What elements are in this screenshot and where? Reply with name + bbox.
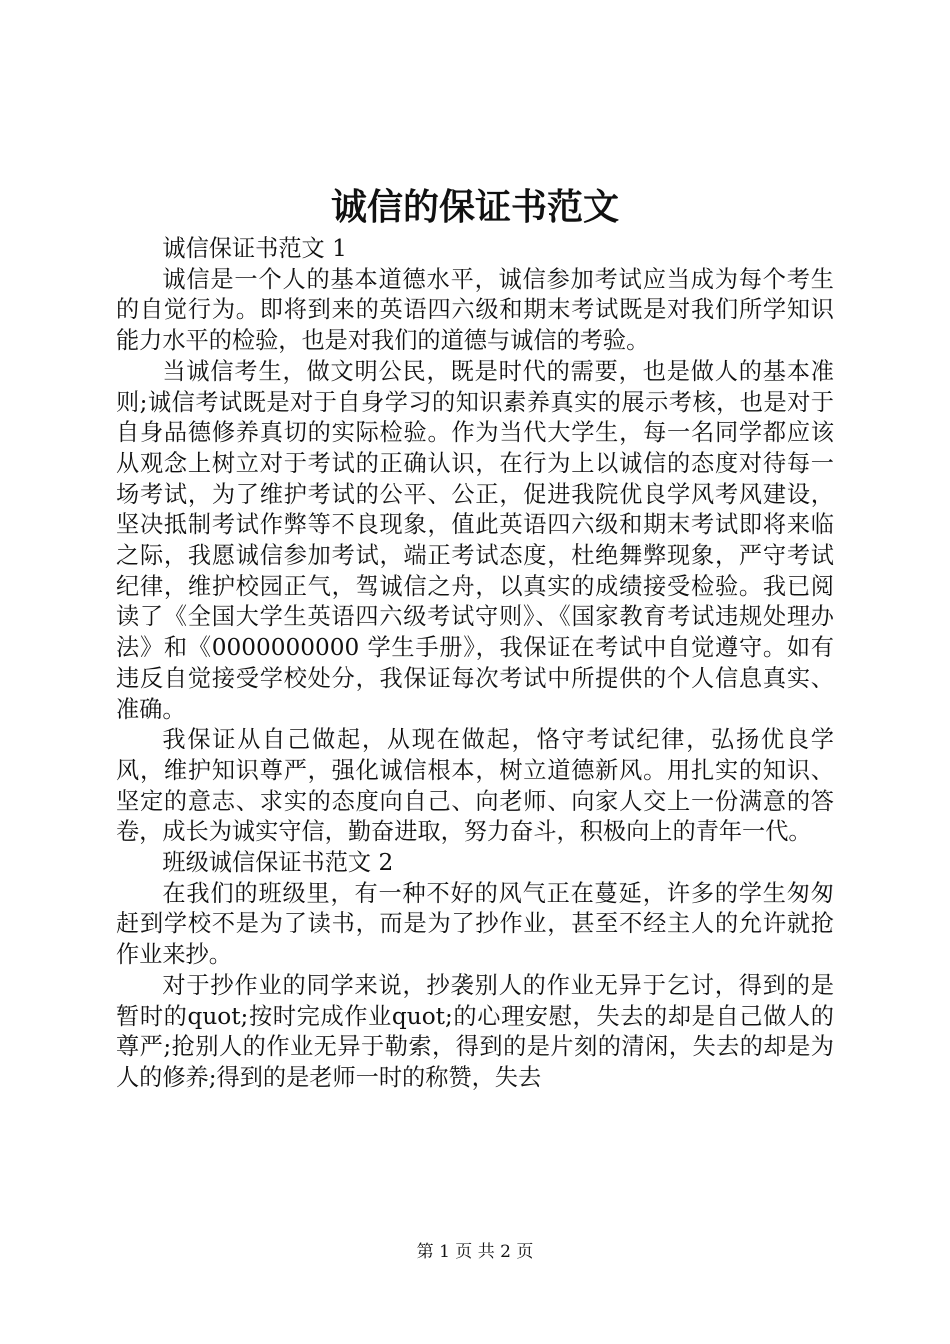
paragraph: 我保证从自己做起，从现在做起，恪守考试纪律，弘扬优良学风，维护知识尊严，强化诚信根本，树立道德新风。用扎实的知识、坚定的意志、求实的态度向自己、向老师、向家人交上一份满意的答卷，成长为诚实守信，勤奋进取，努力奋斗，积极向上的青年一代。 — [116, 726, 834, 846]
paragraph: 诚信是一个人的基本道德水平，诚信参加考试应当成为每个考生的自觉行为。即将到来的英语四六级和期末考试既是对我们所学知识能力水平的检验，也是对我们的道德与诚信的考验。 — [116, 265, 834, 355]
paragraph: 在我们的班级里，有一种不好的风气正在蔓延，许多的学生匆匆赶到学校不是为了读书，而是为了抄作业，甚至不经主人的允许就抢作业来抄。 — [116, 879, 834, 969]
section-heading-2: 班级诚信保证书范文 2 — [162, 849, 394, 877]
document-body — [116, 234, 834, 1094]
paragraph: 当诚信考生，做文明公民，既是时代的需要，也是做人的基本准则;诚信考试既是对于自身学习的知识素养真实的展示考核，也是对于自身品德修养真切的实际检验。作为当代大学生，每一名同学都应该从观念上树立对于考试的正确认识，在行为上以诚信的态度对待每一场考试，为了维护考试的公平、公正，促进我院优良学风考风建设，坚决抵制考试作弊等不良现象，值此英语四六级和期末考试即将来临之际，我愿诚信参加考试，端正考试态度，杜绝舞弊现象，严守考试纪律，维护校园正气，驾诚信之舟，以真实的成绩接受检验。我已阅读了《全国大学生英语四六级考试守则》、《国家教育考试违规处理办法》和《0000000000 学生手册》，我保证在考试中自觉遵守。如有违反自觉接受学校处分，我保证每次考试中所提供的个人信息真实、准确。 — [116, 357, 834, 723]
page-footer: 第 1 页 共 2 页 — [416, 1242, 534, 1262]
section-heading-1: 诚信保证书范文 1 — [162, 235, 347, 262]
document-title: 诚信的保证书范文 — [330, 186, 619, 228]
paragraph: 对于抄作业的同学来说，抄袭别人的作业无异于乞讨，得到的是暂时的quot;按时完成作业quot;的心理安慰，失去的却是自己做人的尊严;抢别人的作业无异于勒索，得到的是片刻的清闲，失去的却是为人的修养;得到的是老师一时的称赞，失去 — [116, 971, 834, 1091]
